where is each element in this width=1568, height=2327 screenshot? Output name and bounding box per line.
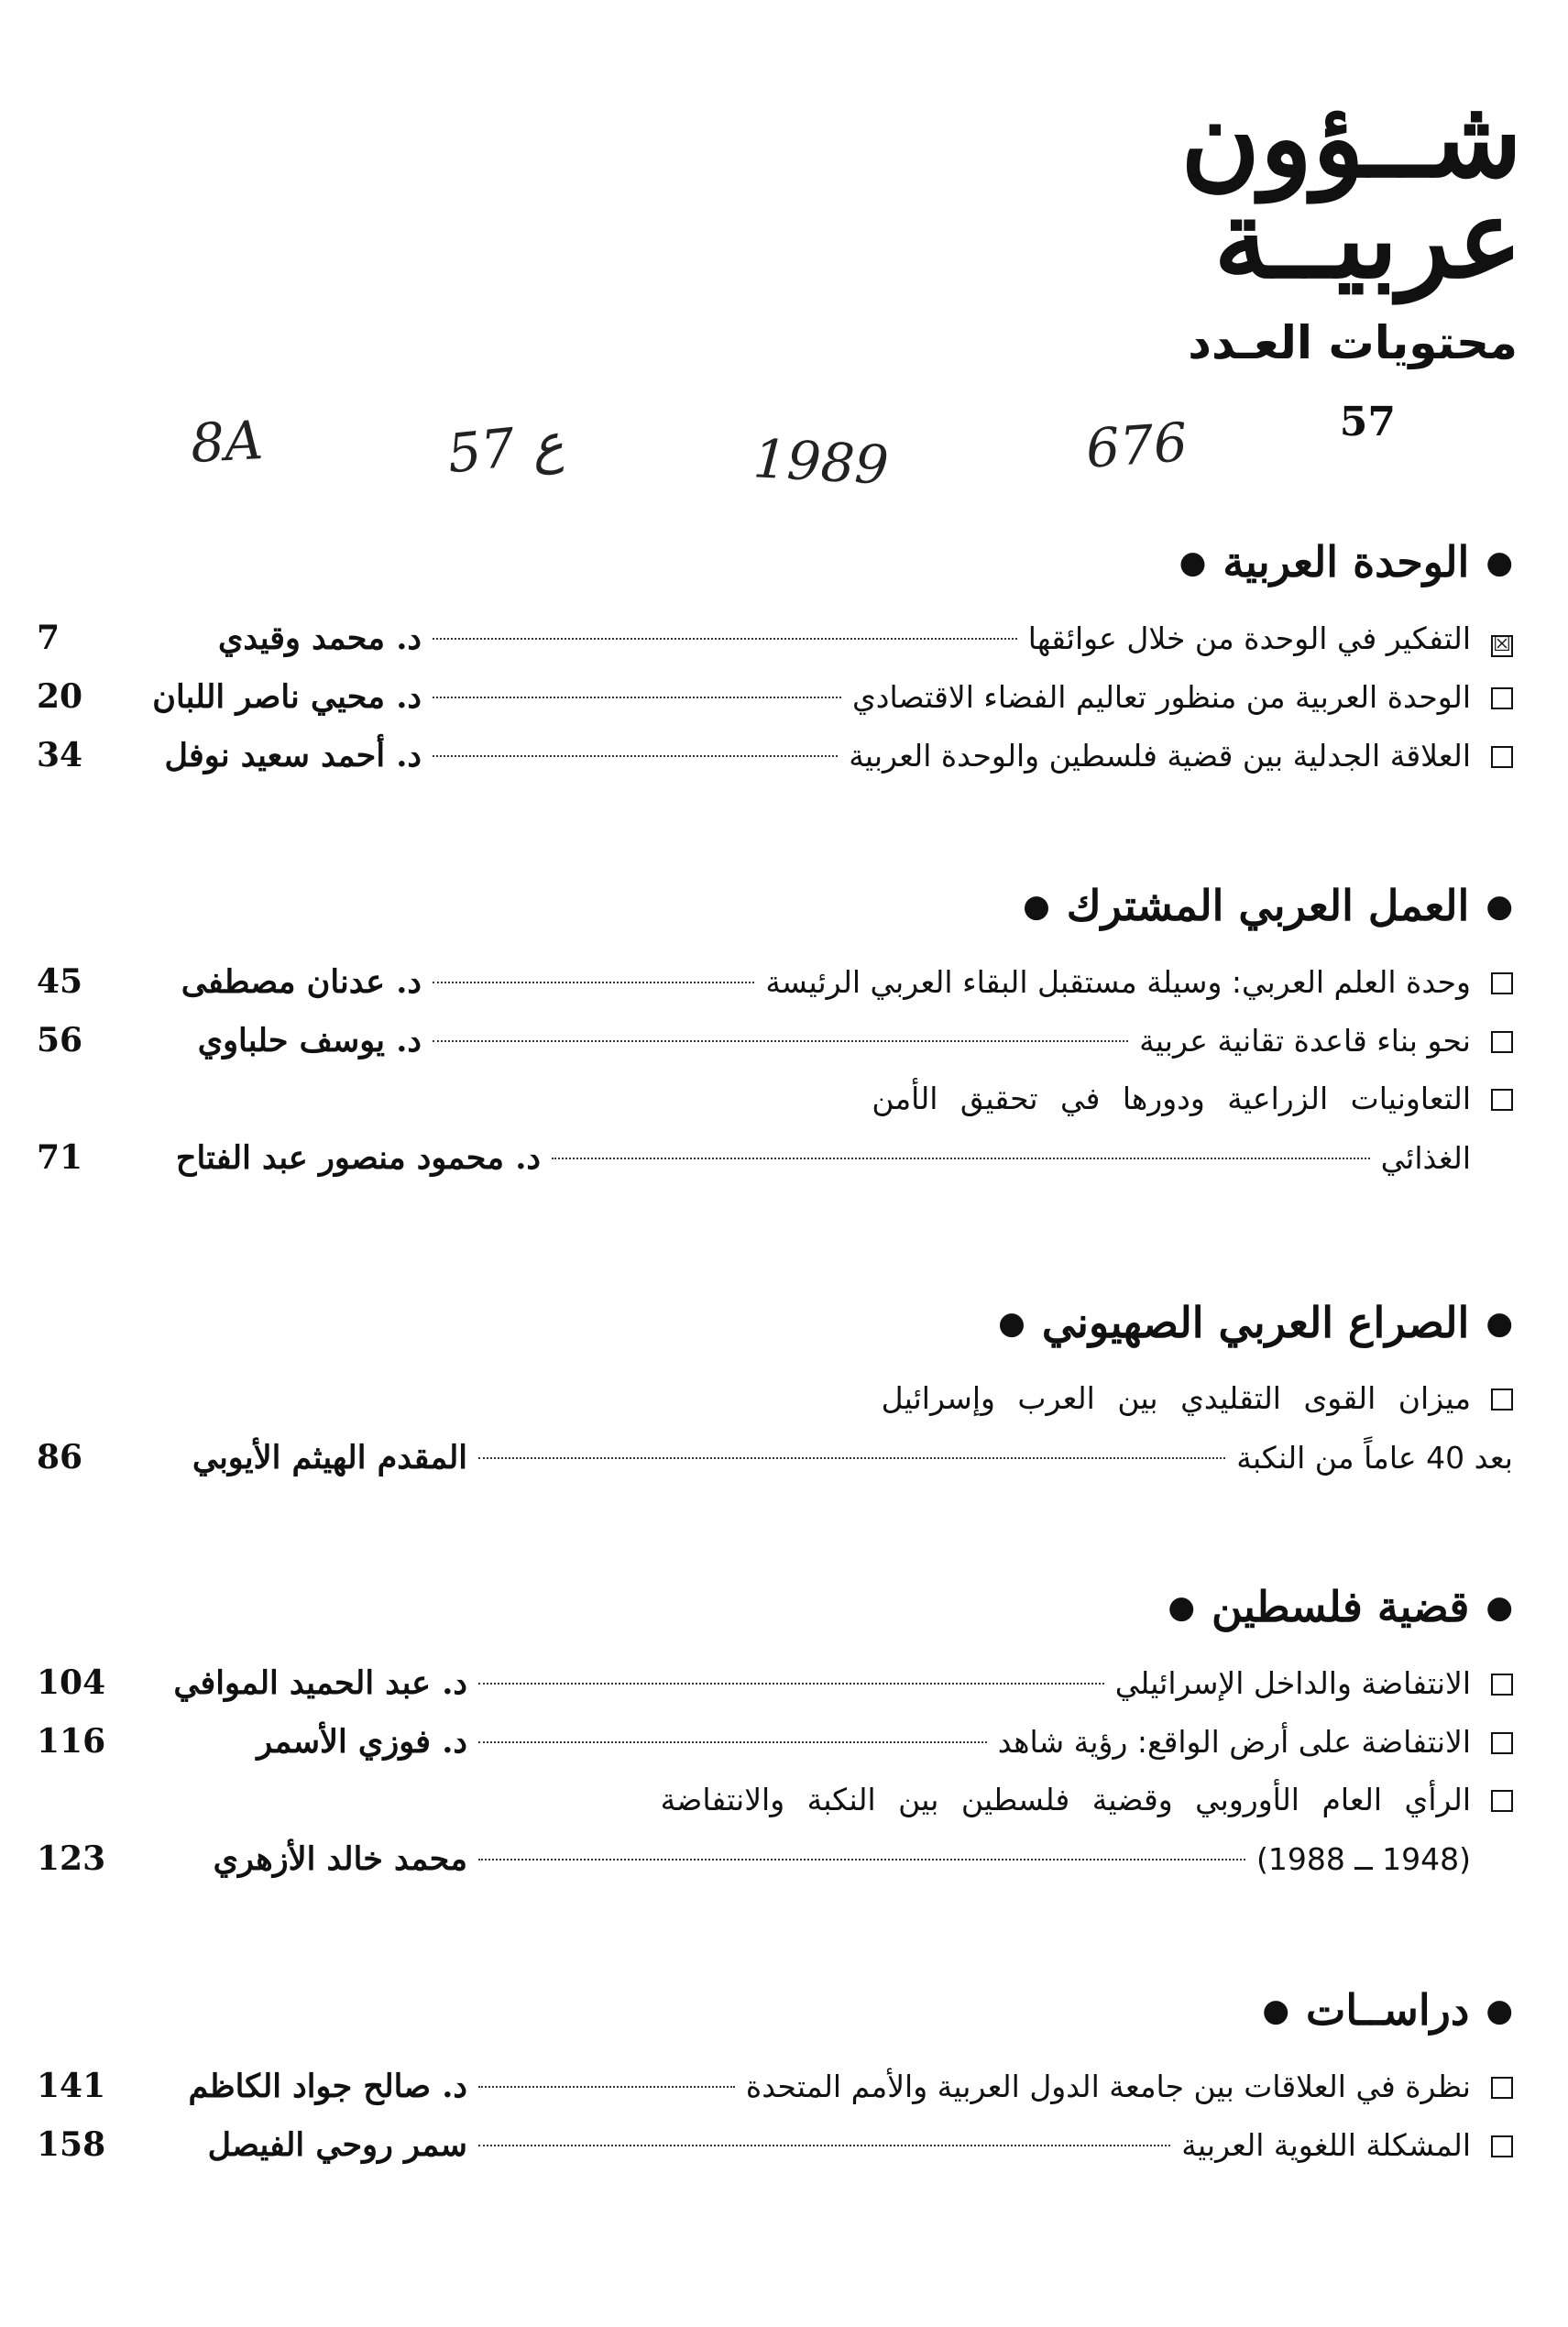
toc-entry[interactable] <box>37 667 1513 726</box>
bullet-icon: ● <box>1168 1589 1195 1626</box>
section-joint-arab-action <box>37 875 1513 1187</box>
checkbox-icon <box>1491 1674 1513 1696</box>
checkbox-icon <box>1491 746 1513 768</box>
bullet-icon: ● <box>1486 1992 1513 2029</box>
magazine-logo <box>1180 74 1522 302</box>
entry-page: 158 <box>37 2125 106 2164</box>
entry-title: وحدة العلم العربي: وسيلة مستقبل البقاء العربي الرئيسة <box>765 964 1471 1000</box>
dot-leader <box>478 2086 735 2088</box>
entry-author: المقدم الهيثم الأيوبي <box>192 1439 467 1476</box>
dot-leader <box>433 638 1017 640</box>
checkbox-icon <box>1491 1031 1513 1053</box>
toc-entry[interactable] <box>37 952 1513 1011</box>
entry-author: سمر روحي الفيصل <box>207 2126 467 2164</box>
entry-title-continuation: الغذائي <box>1380 1140 1471 1176</box>
toc-entry-line[interactable] <box>37 1369 1513 1428</box>
toc-entry-line[interactable] <box>37 1070 1513 1128</box>
logo-line-1: شــؤون <box>1180 74 1522 202</box>
entry-author: د. محيي ناصر اللبان <box>152 678 422 716</box>
entry-page: 45 <box>37 962 83 1001</box>
toc-entry-continuation[interactable] <box>37 1428 1513 1487</box>
entry-page: 116 <box>37 1722 106 1761</box>
toc-entry[interactable] <box>37 1712 1513 1771</box>
entry-page: 34 <box>37 736 83 774</box>
entry-author: د. محمود منصور عبد الفتاح <box>175 1139 541 1177</box>
issue-number: 57 <box>1339 399 1396 445</box>
dot-leader <box>433 1040 1128 1042</box>
bullet-icon: ● <box>1262 1992 1290 2029</box>
checkbox-icon <box>1491 2135 1513 2157</box>
entry-author: د. عبد الحميد الموافي <box>173 1664 467 1702</box>
entry-title: المشكلة اللغوية العربية <box>1181 2127 1471 2163</box>
entry-title: نظرة في العلاقات بين جامعة الدول العربية والأمم المتحدة <box>745 2069 1471 2104</box>
dot-leader <box>478 1683 1104 1685</box>
checkbox-icon <box>1491 1089 1513 1111</box>
toc-entry[interactable] <box>37 2115 1513 2174</box>
entry-page: 141 <box>37 2067 106 2105</box>
dot-leader <box>433 697 841 698</box>
checkbox-icon <box>1491 2077 1513 2099</box>
toc-entry[interactable] <box>37 2057 1513 2115</box>
entry-author: محمد خالد الأزهري <box>213 1840 467 1878</box>
entry-title: العلاقة الجدلية بين قضية فلسطين والوحدة العربية <box>849 738 1471 774</box>
toc-entry[interactable] <box>37 609 1513 667</box>
toc-entry-line[interactable] <box>37 1771 1513 1829</box>
dot-leader <box>478 2145 1170 2146</box>
entry-title: الانتفاضة والداخل الإسرائيلي <box>1114 1665 1471 1701</box>
entry-page: 104 <box>37 1663 106 1702</box>
dot-leader <box>478 1741 987 1743</box>
dot-leader <box>478 1457 1225 1459</box>
section-palestine-question <box>37 1576 1513 1888</box>
section-heading: ●دراســات● <box>1262 1985 1513 2035</box>
entry-title: التعاونيات الزراعية ودورها في تحقيق الأمن <box>872 1081 1471 1116</box>
toc-entry-continuation[interactable] <box>37 1829 1513 1888</box>
toc-entry[interactable] <box>37 726 1513 785</box>
entry-title-continuation: بعد 40 عاماً من النكبة <box>1236 1440 1513 1476</box>
handwritten-note: 1989 <box>751 427 891 497</box>
entry-author: د. فوزي الأسمر <box>257 1723 467 1761</box>
handwritten-note: ع 57 <box>444 411 567 486</box>
checkbox-icon <box>1491 1389 1513 1410</box>
entry-page: 123 <box>37 1839 106 1878</box>
entry-title: الانتفاضة على أرض الواقع: رؤية شاهد <box>997 1724 1471 1760</box>
bullet-icon: ● <box>1486 1305 1513 1342</box>
dot-leader <box>552 1158 1370 1159</box>
bullet-icon: ● <box>1179 544 1207 581</box>
entry-author: د. محمد وقيدي <box>217 620 422 657</box>
entry-page: 7 <box>37 619 60 657</box>
entry-title-continuation: (1948 ــ 1988) <box>1255 1841 1471 1877</box>
bullet-icon: ● <box>1023 888 1050 925</box>
entry-author: د. أحمد سعيد نوفل <box>164 737 422 774</box>
entry-page: 56 <box>37 1021 83 1059</box>
entry-title: نحو بناء قاعدة تقانية عربية <box>1139 1023 1471 1059</box>
entry-page: 71 <box>37 1138 83 1177</box>
section-heading: ●قضية فلسطين● <box>1168 1582 1513 1631</box>
checkbox-icon <box>1491 687 1513 709</box>
toc-entry[interactable] <box>37 1653 1513 1712</box>
checkbox-icon <box>1491 1790 1513 1812</box>
bullet-icon: ● <box>998 1305 1025 1342</box>
section-heading: ●الصراع العربي الصهيوني● <box>998 1298 1513 1347</box>
dot-leader <box>433 755 838 757</box>
toc-entry-continuation[interactable] <box>37 1128 1513 1187</box>
checkbox-icon <box>1491 1732 1513 1754</box>
bullet-icon: ● <box>1486 888 1513 925</box>
dot-leader <box>478 1859 1245 1861</box>
section-arab-unity <box>37 532 1513 785</box>
section-arab-zionist-conflict <box>37 1292 1513 1487</box>
handwritten-note: 8A <box>189 408 265 476</box>
entry-author: د. صالح جواد الكاظم <box>188 2068 467 2105</box>
entry-title: ميزان القوى التقليدي بين العرب وإسرائيل <box>881 1380 1471 1416</box>
entry-title: الرأي العام الأوروبي وقضية فلسطين بين النكبة والانتفاضة <box>660 1782 1471 1817</box>
checkbox-icon <box>1491 972 1513 994</box>
handwritten-note: 676 <box>1083 411 1190 480</box>
entry-title: التفكير في الوحدة من خلال عوائقها <box>1027 620 1471 656</box>
logo-line-2: عربيــة <box>1213 175 1522 302</box>
checkbox-icon: ☒ <box>1491 635 1513 657</box>
section-heading: ●الوحدة العربية● <box>1179 537 1513 587</box>
page-title: محتويات العـدد <box>1188 316 1518 369</box>
toc-entry[interactable] <box>37 1011 1513 1070</box>
section-studies <box>37 1980 1513 2174</box>
bullet-icon: ● <box>1486 1589 1513 1626</box>
bullet-icon: ● <box>1486 544 1513 581</box>
dot-leader <box>433 982 754 983</box>
entry-page: 86 <box>37 1438 83 1476</box>
entry-page: 20 <box>37 677 83 716</box>
section-heading: ●العمل العربي المشترك● <box>1023 881 1513 930</box>
entry-author: د. عدنان مصطفى <box>181 963 422 1001</box>
entry-author: د. يوسف حلباوي <box>197 1022 422 1059</box>
entry-title: الوحدة العربية من منظور تعاليم الفضاء الاقتصادي <box>851 679 1471 715</box>
